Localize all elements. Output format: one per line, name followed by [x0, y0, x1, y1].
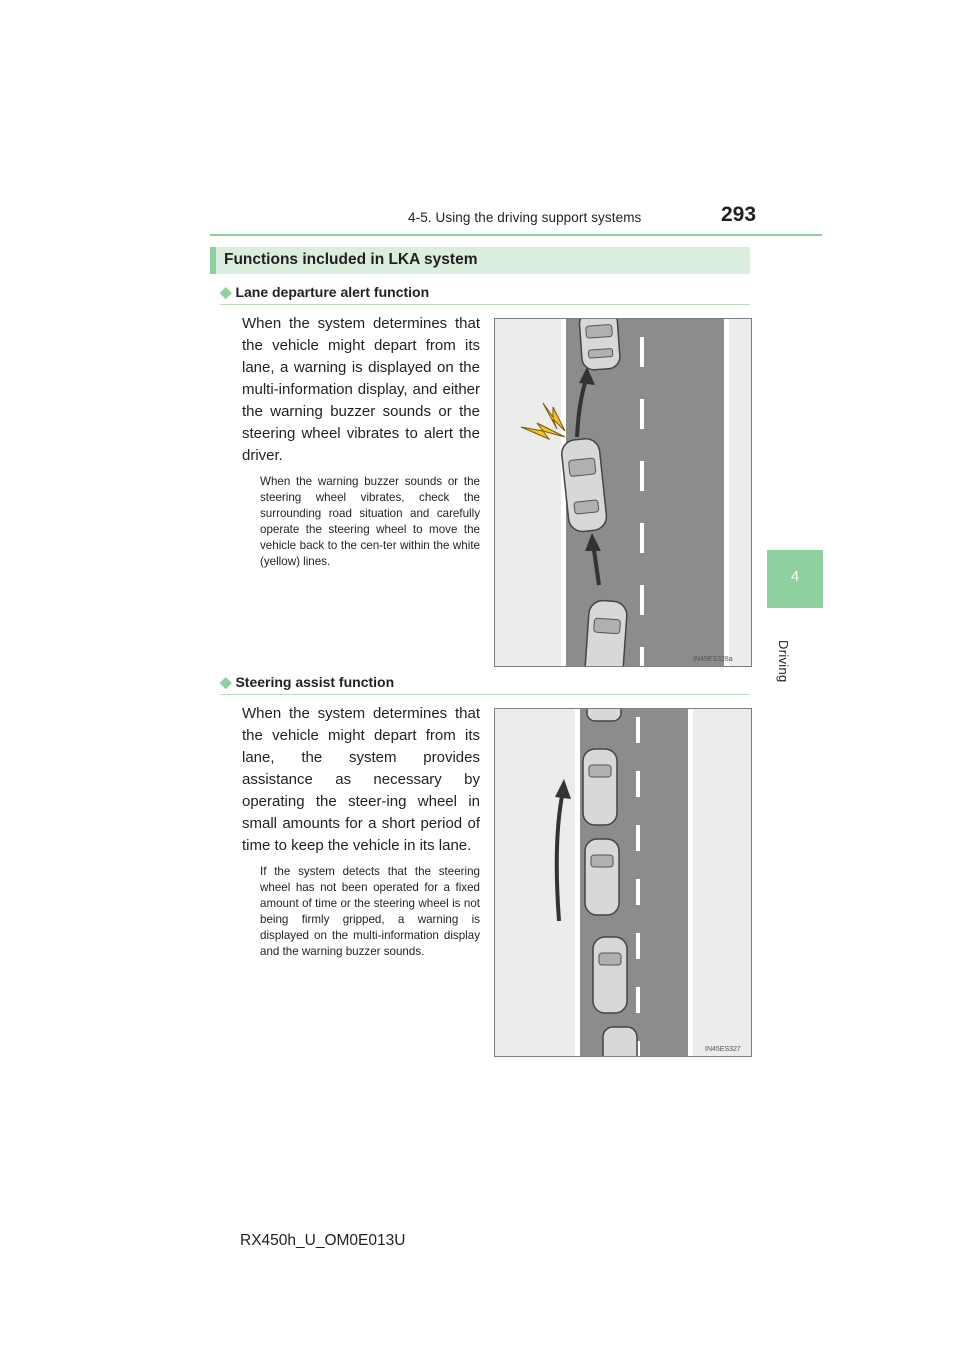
chapter-number: 4 — [790, 568, 800, 585]
car-ahead-icon — [579, 319, 621, 371]
lane-departure-rule — [220, 304, 750, 305]
lane-departure-note: When the warning buzzer sounds or the steering wheel vibrates, check the surrounding road situation and carefully operate the steering wheel to move the vehicle back to the cen-ter within the white (yellow) lines. — [260, 475, 480, 568]
figure-code: IN45ES328a — [693, 656, 733, 663]
lane-departure-heading — [220, 283, 429, 301]
diamond-bullet-icon: ◆ — [220, 674, 232, 691]
steering-assist-heading — [220, 673, 394, 691]
steering-assist-rule — [220, 694, 750, 695]
chapter-label: Driving — [776, 640, 791, 683]
diamond-bullet-icon: ◆ — [220, 284, 232, 301]
steering-assist-body: When the system determines that the vehicle might depart from its lane, the system provides assistance as necessary by operating the steer-ing wheel in small amounts for a short period of time to keep the vehicle in its lane. — [242, 705, 480, 854]
running-header: 4-5. Using the driving support systems — [408, 210, 642, 225]
section-title: Functions included in LKA system — [224, 251, 478, 268]
figure-code: IN45ES327 — [705, 1046, 741, 1053]
car-behind-icon — [584, 600, 627, 666]
steering-assist-heading-text: Steering assist function — [235, 674, 395, 690]
lane-departure-heading-text: Lane departure alert function — [235, 284, 430, 300]
header-rule — [210, 234, 822, 236]
steering-assist-illustration — [494, 708, 752, 1057]
section-heading-marker — [210, 247, 216, 274]
lane-departure-body: When the system determines that the vehicle might depart from its lane, a warning is displayed on the multi-information display, and either the warning buzzer sounds or the steering wheel vibrates to alert the driver. — [242, 315, 480, 464]
page-number: 293 — [721, 203, 757, 226]
lane-departure-illustration — [494, 318, 752, 667]
model-code: RX450h_U_OM0E013U — [240, 1232, 406, 1249]
steering-assist-note: If the system detects that the steering wheel has not been operated for a fixed amount of time or the steering wheel is not being firmly gripped, a warning is displayed on the multi-information display and the warning buzzer sounds. — [260, 865, 480, 958]
